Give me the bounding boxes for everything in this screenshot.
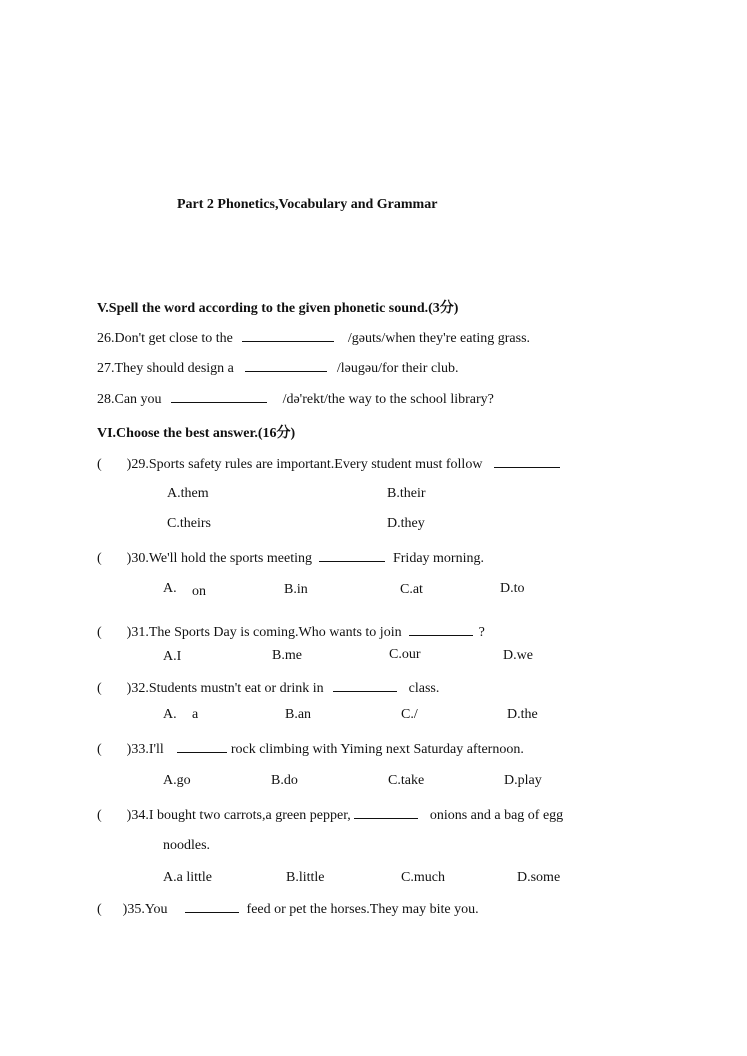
q30-option-a-label: A. xyxy=(163,581,177,596)
question-31 xyxy=(97,623,485,641)
q33-option-d: D.play xyxy=(504,773,542,788)
q32-text-post: class. xyxy=(408,681,440,696)
question-28 xyxy=(97,390,494,408)
q29-option-c: C.theirs xyxy=(167,516,211,531)
part-title: Part 2 Phonetics,Vocabulary and Grammar xyxy=(177,197,438,212)
q34-blank xyxy=(354,806,418,819)
q32-paren: ( xyxy=(97,681,102,696)
q29-option-d: D.they xyxy=(387,516,425,531)
q26-text-post: /gəuts/when they're eating grass. xyxy=(347,331,531,346)
q28-blank xyxy=(171,390,267,403)
q27-blank xyxy=(245,359,327,372)
q34-option-b: B.little xyxy=(286,870,325,885)
q32-text-pre: )32.Students mustn't eat or drink in xyxy=(126,681,324,696)
q30-option-b: B.in xyxy=(284,582,308,597)
q33-option-b: B.do xyxy=(271,773,298,788)
q35-text-post: feed or pet the horses.They may bite you. xyxy=(246,902,479,917)
q31-option-d: D.we xyxy=(503,648,533,663)
q34-option-d: D.some xyxy=(517,870,561,885)
q35-paren: ( xyxy=(97,902,102,917)
question-29 xyxy=(97,455,560,473)
q29-option-b: B.their xyxy=(387,486,426,501)
q28-text-post: /də'rekt/the way to the school library? xyxy=(282,392,494,407)
question-33 xyxy=(97,740,524,758)
q34-option-a: A.a little xyxy=(163,870,212,885)
q34-option-c: C.much xyxy=(401,870,445,885)
q27-text-pre: 27.They should design a xyxy=(97,361,234,376)
q32-option-d: D.the xyxy=(507,707,538,722)
question-30 xyxy=(97,549,484,567)
q33-paren: ( xyxy=(97,742,102,757)
q31-option-a: A.I xyxy=(163,649,182,664)
q33-text-pre: )33.I'll xyxy=(126,742,164,757)
q28-text-pre: 28.Can you xyxy=(97,392,162,407)
q33-blank xyxy=(177,740,227,753)
q26-blank xyxy=(242,329,334,342)
q32-option-c: C./ xyxy=(401,707,418,722)
q33-option-a: A.go xyxy=(163,773,191,788)
q35-blank xyxy=(185,900,239,913)
q31-option-c: C.our xyxy=(389,647,421,662)
q29-paren: ( xyxy=(97,457,102,472)
q33-option-c: C.take xyxy=(388,773,425,788)
q32-option-a-text: a xyxy=(192,707,199,722)
question-34 xyxy=(97,806,563,824)
q30-blank xyxy=(319,549,385,562)
q30-option-a-text: on xyxy=(192,584,206,599)
section-5-heading: V.Spell the word according to the given phonetic sound.(3分) xyxy=(97,301,459,316)
q26-text-pre: 26.Don't get close to the xyxy=(97,331,233,346)
q29-blank xyxy=(494,455,560,468)
section-6-heading: VI.Choose the best answer.(16分) xyxy=(97,426,296,441)
q31-paren: ( xyxy=(97,625,102,640)
q32-blank xyxy=(333,679,397,692)
q32-option-b: B.an xyxy=(285,707,312,722)
q35-text-pre: )35.You xyxy=(122,902,168,917)
question-35 xyxy=(97,900,479,918)
q34-paren: ( xyxy=(97,808,102,823)
q30-text-pre: )30.We'll hold the sports meeting xyxy=(126,551,312,566)
q29-text: )29.Sports safety rules are important.Every student must follow xyxy=(126,457,483,472)
question-26 xyxy=(97,329,530,347)
q31-text-post: ? xyxy=(478,625,485,640)
q34-text-pre: )34.I bought two carrots,a green pepper, xyxy=(126,808,351,823)
question-32 xyxy=(97,679,439,697)
q27-text-post: /ləugəu/for their club. xyxy=(336,361,459,376)
q34-text-post: onions and a bag of egg xyxy=(429,808,564,823)
q32-option-a-label: A. xyxy=(163,707,177,722)
q33-text-post: rock climbing with Yiming next Saturday afternoon. xyxy=(230,742,524,757)
q30-option-d: D.to xyxy=(500,581,525,596)
question-27 xyxy=(97,359,459,377)
q34-continuation: noodles. xyxy=(163,838,211,853)
q30-paren: ( xyxy=(97,551,102,566)
q30-option-c: C.at xyxy=(400,582,423,597)
q30-text-post: Friday morning. xyxy=(392,551,484,566)
q29-option-a: A.them xyxy=(167,486,209,501)
q31-option-b: B.me xyxy=(272,648,302,663)
q31-text-pre: )31.The Sports Day is coming.Who wants to join xyxy=(126,625,402,640)
q31-blank xyxy=(409,623,473,636)
